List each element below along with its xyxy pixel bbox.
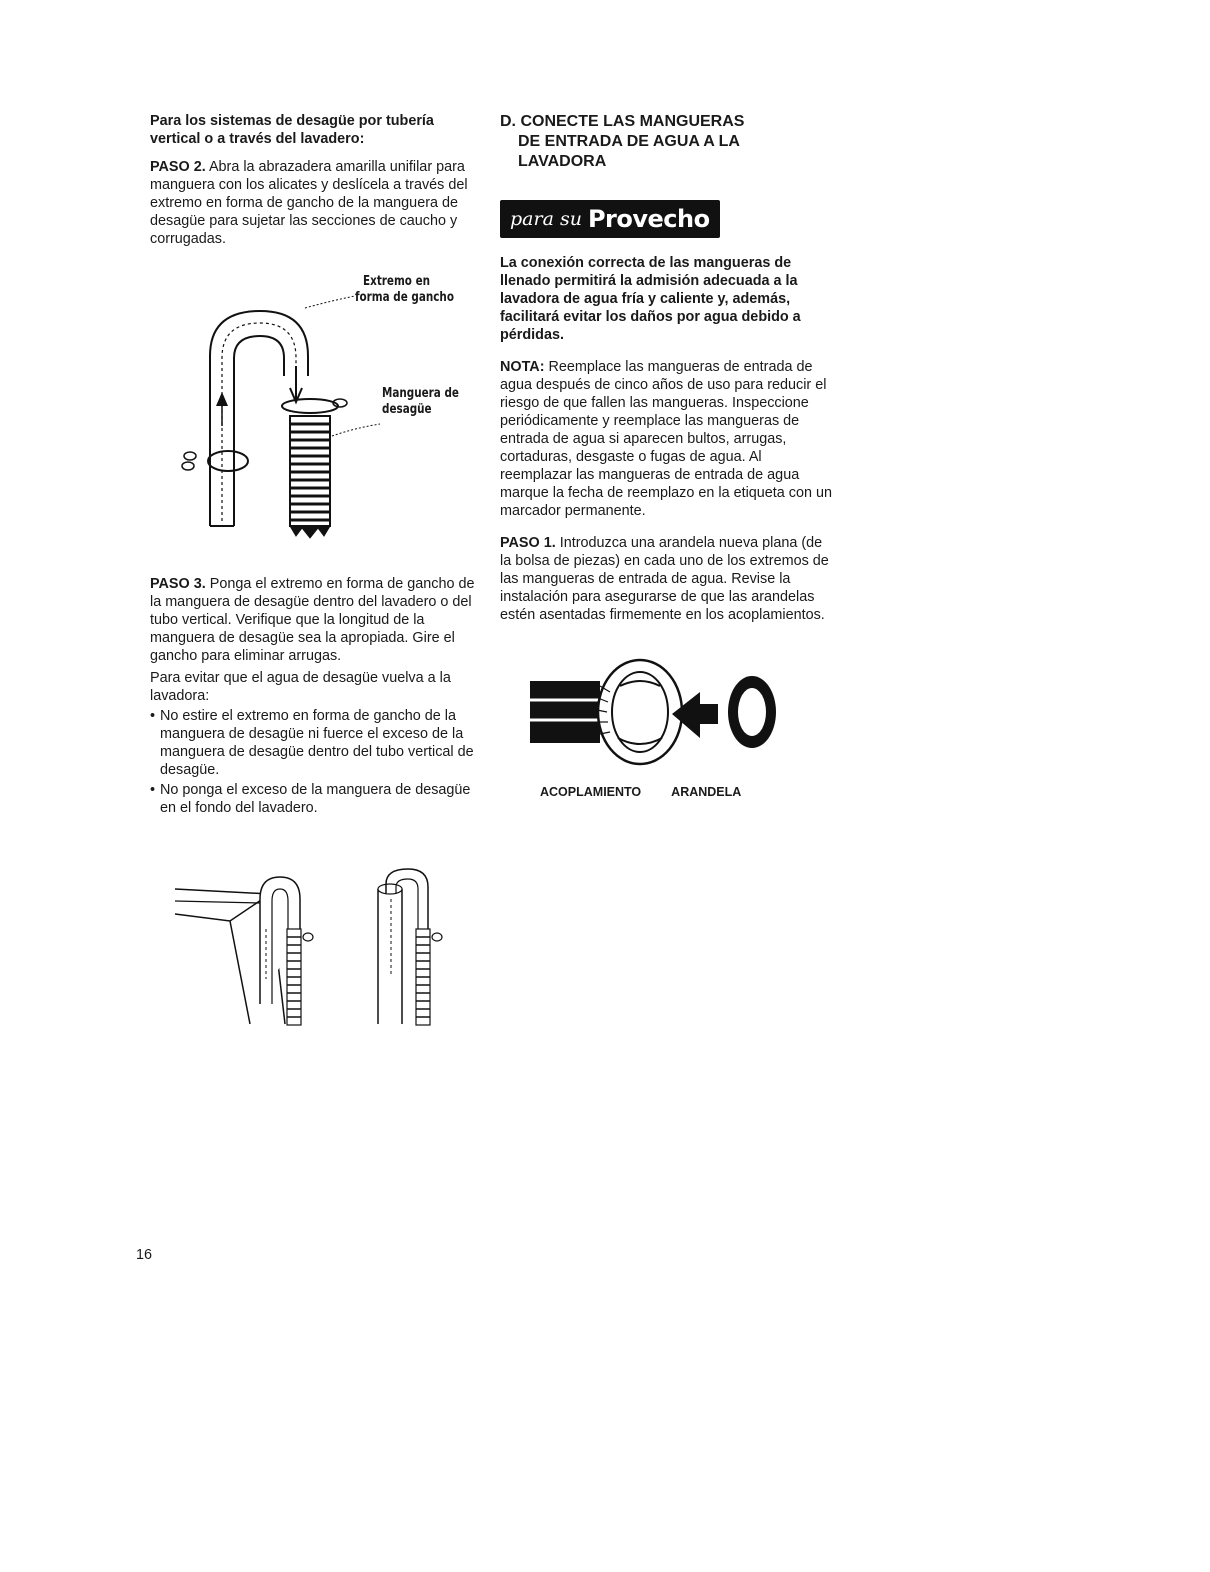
hook-end-label-line2: forma de gancho (355, 290, 454, 305)
hook-end-label-line1: Extremo en (363, 274, 431, 289)
left-column (150, 112, 485, 1034)
washer-caption: ARANDELA (671, 785, 742, 799)
step-2-label: PASO 2. (150, 159, 206, 175)
drain-hose-hook-figure (150, 266, 485, 561)
section-d-heading (500, 112, 835, 172)
step-2-paragraph (150, 158, 485, 248)
hook-end-label (355, 274, 454, 306)
note-label: NOTA: (500, 359, 545, 375)
page-number: 16 (136, 1247, 153, 1263)
banner-big-text: Provecho (587, 205, 710, 233)
section-d-heading-line2: DE ENTRADA DE AGUA A LA (518, 133, 740, 150)
laundry-tub-standpipe-illustration (150, 859, 485, 1029)
step-3-paragraph (150, 575, 485, 665)
step-1-text: Introduzca una arandela nueva plana (de la bolsa de piezas) en cada uno de los extremos de las mangueras de entrada de agua. Revise la instalación para asegurarse de que las arandelas estén asentadas firmemente en los acoplamientos. (500, 535, 829, 623)
step-1-label: PASO 1. (500, 535, 556, 551)
right-column (500, 112, 835, 801)
figure-captions (500, 783, 835, 801)
drain-hose-label (382, 386, 459, 418)
section-d-heading-line1: D. CONECTE LAS MANGUERAS (500, 113, 745, 130)
step-3-text: Ponga el extremo en forma de gancho de la manguera de desagüe dentro del lavadero o del tubo vertical. Verifique que la longitud de la manguera de desagüe sea la apropiada. Gire el gancho para eliminar arrugas. (150, 576, 475, 664)
note-text: Reemplace las mangueras de entrada de agua después de cinco años de uso para reducir el riesgo de que fallen las mangueras. Inspeccione periódicamente y reemplace las mangueras de entrada de agua si aparecen bultos, arrugas, cortaduras, desgaste o fugas de agua. Al reemplazar las mangueras de entrada de agua marque la fecha de reemplazo en la etiqueta con un marcador permanente. (500, 359, 833, 519)
drain-hose-label-line1: Manguera de (382, 386, 459, 401)
coupling-washer-illustration (500, 656, 835, 776)
prevent-backflow-item: • No estire el extremo en forma de gancho de la manguera de desagüe ni fuerce el exceso de la manguera de desagüe dentro del tubo vertical de desagüe. (150, 707, 485, 779)
prevent-backflow-intro: Para evitar que el agua de desagüe vuelva a la lavadora: (150, 670, 451, 704)
banner-small-text: para su (510, 208, 582, 230)
step-1-paragraph (500, 534, 835, 624)
note-paragraph (500, 358, 835, 520)
connection-intro: La conexión correcta de las mangueras de llenado permitirá la admisión adecuada a la lavadora de agua fría y caliente y, además, facilitará evitar los daños por agua debido a pérdidas. (500, 255, 801, 343)
step-2-text: Abra la abrazadera amarilla unifilar para manguera con los alicates y deslícela a través del extremo en forma de gancho de la manguera de desagüe para sujetar las secciones de caucho y corrugadas. (150, 159, 468, 247)
section-d-heading-line3: LAVADORA (518, 153, 607, 170)
para-su-provecho-banner (500, 200, 720, 238)
coupling-caption: ACOPLAMIENTO (540, 785, 642, 799)
drain-subheading: Para los sistemas de desagüe por tubería vertical o a través del lavadero: (150, 113, 434, 147)
drain-hose-label-line2: desagüe (382, 402, 432, 417)
prevent-backflow-list (150, 707, 485, 817)
step-3-label: PASO 3. (150, 576, 206, 592)
prevent-backflow-item: • No ponga el exceso de la manguera de desagüe en el fondo del lavadero. (150, 781, 485, 817)
